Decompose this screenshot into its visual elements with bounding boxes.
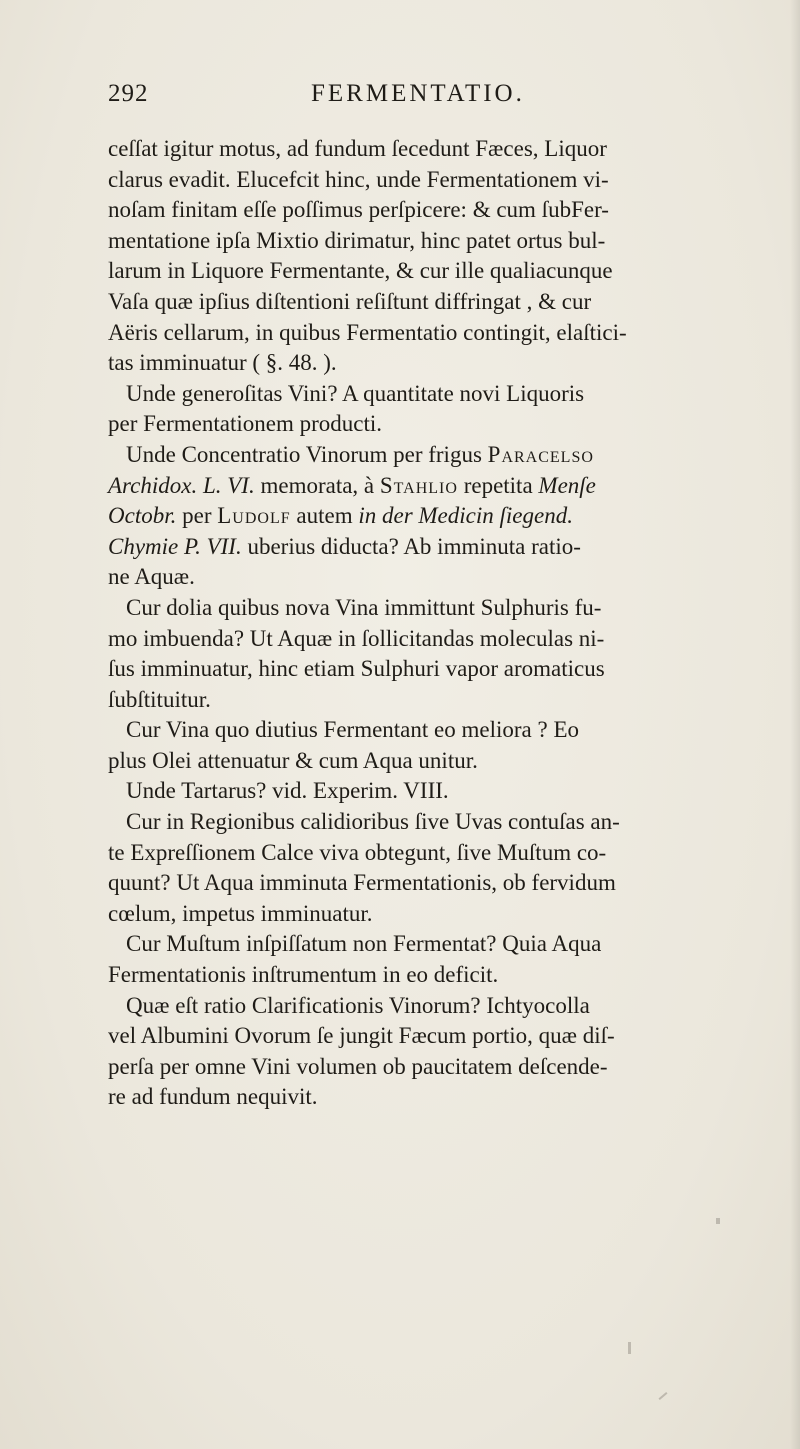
text-line — [108, 685, 780, 716]
text-line — [108, 471, 780, 502]
page-header — [108, 80, 708, 120]
text-line — [108, 1052, 780, 1083]
text-line — [108, 899, 780, 930]
running-head: FERMENTATIO. — [311, 80, 525, 107]
text-segment: Cur in Regionibus calidioribus ſive Uvas contuſas an- — [126, 809, 620, 835]
text-line — [108, 256, 780, 287]
text-segment: vel Albumini Ovorum ſe jungit Fæcum portio, quæ diſ- — [108, 1023, 615, 1049]
text-line — [108, 165, 780, 196]
text-line — [108, 1021, 780, 1052]
text-segment: noſam finitam eſſe poſſimus perſpicere: & cum ſubFer- — [108, 197, 609, 223]
text-line — [108, 379, 780, 410]
smallcaps-name: Paracelso — [487, 441, 594, 467]
text-segment: plus Olei attenuatur & cum Aqua unitur. — [108, 747, 478, 773]
text-segment: mo imbuenda? Ut Aquæ in ſollicitandas moleculas ni- — [108, 625, 605, 651]
text-segment: per — [176, 503, 218, 529]
paper-speck — [716, 1218, 720, 1224]
text-line — [108, 654, 780, 685]
text-line — [108, 409, 780, 440]
text-segment: te Expreſſionem Calce viva obtegunt, ſive Muſtum co- — [108, 839, 607, 865]
text-segment: Unde Tartarus? vid. Experim. VIII. — [126, 778, 449, 804]
text-segment: Unde generoſitas Vini? A quantitate novi Liquoris — [126, 380, 585, 406]
text-line — [108, 593, 780, 624]
text-line — [108, 562, 780, 593]
text-segment: Aëris cellarum, in quibus Fermentatio contingit, elaſtici- — [108, 319, 627, 345]
text-segment: per Fermentationem producti. — [108, 411, 383, 437]
text-line — [108, 195, 780, 226]
text-line — [108, 532, 780, 563]
text-segment: memorata, à — [254, 472, 380, 498]
text-segment: Fermentationis inſtrumentum in eo deficit. — [108, 962, 499, 988]
smallcaps-name: Stahlio — [379, 472, 458, 498]
italic-text: in der Medicin ſiegend. — [358, 503, 573, 529]
text-segment: ſus imminuatur, hinc etiam Sulphuri vapor aromaticus — [108, 656, 605, 682]
text-segment: Unde Concentratio Vinorum per frigus — [126, 441, 488, 467]
text-line — [108, 348, 780, 379]
text-line — [108, 776, 780, 807]
text-line — [108, 226, 780, 257]
text-segment: larum in Liquore Fermentante, & cur ille qualiacunque — [108, 258, 613, 284]
paper-speck — [659, 1392, 668, 1400]
text-line — [108, 624, 780, 655]
text-line — [108, 991, 780, 1022]
text-line — [108, 1082, 780, 1113]
text-segment: autem — [290, 503, 359, 529]
text-segment: ſubſtituitur. — [108, 686, 211, 712]
italic-text: Archidox. L. VI. — [108, 472, 255, 498]
text-segment: quunt? Ut Aqua imminuta Fermentationis, ob fervidum — [108, 870, 616, 896]
italic-text: Chymie P. VII. — [108, 533, 242, 559]
text-segment: Quæ eſt ratio Clarificationis Vinorum? Ichtyocolla — [126, 992, 590, 1018]
text-segment: Cur dolia quibus nova Vina immittunt Sulphuris fu- — [126, 594, 602, 620]
text-segment: Vaſa quæ ipſius diſtentioni reſiſtunt diffringat , & cur — [108, 288, 592, 314]
smallcaps-name: Ludolf — [217, 503, 291, 529]
text-segment: mentatione ipſa Mixtio dirimatur, hinc patet ortus bul- — [108, 227, 606, 253]
text-line — [108, 318, 780, 349]
text-line — [108, 501, 780, 532]
text-segment: tas imminuatur ( §. 48. ). — [108, 350, 337, 376]
page-edge-shadow — [790, 0, 800, 1449]
text-segment: uberius diducta? Ab imminuta ratio- — [241, 533, 581, 559]
text-line — [108, 868, 780, 899]
text-segment: ne Aquæ. — [108, 564, 195, 590]
text-line — [108, 960, 780, 991]
text-line — [108, 929, 780, 960]
italic-text: Octobr. — [108, 503, 177, 529]
text-segment: ceſſat igitur motus, ad fundum ſecedunt Fæces, Liquor — [108, 136, 607, 161]
text-line — [108, 838, 780, 869]
text-segment: Cur Vina quo diutius Fermentant eo meliora ? Eo — [126, 717, 579, 743]
text-line — [108, 134, 780, 165]
text-segment: re ad fundum nequivit. — [108, 1084, 318, 1110]
text-line — [108, 715, 780, 746]
italic-text: Menſe — [538, 472, 596, 498]
text-segment: repetita — [457, 472, 539, 498]
text-segment: perſa per omne Vini volumen ob paucitatem deſcende- — [108, 1053, 608, 1079]
text-line — [108, 287, 780, 318]
text-segment: cœlum, impetus imminuatur. — [108, 900, 373, 926]
body-text — [108, 134, 780, 1113]
paper-speck — [628, 1342, 631, 1354]
text-line — [108, 746, 780, 777]
text-segment: clarus evadit. Elucefcit hinc, unde Fermentationem vi- — [108, 166, 609, 192]
text-line — [108, 440, 780, 471]
text-segment: Cur Muſtum inſpiſſatum non Fermentat? Quia Aqua — [126, 931, 602, 957]
page-number: 292 — [108, 80, 149, 107]
text-line — [108, 807, 780, 838]
